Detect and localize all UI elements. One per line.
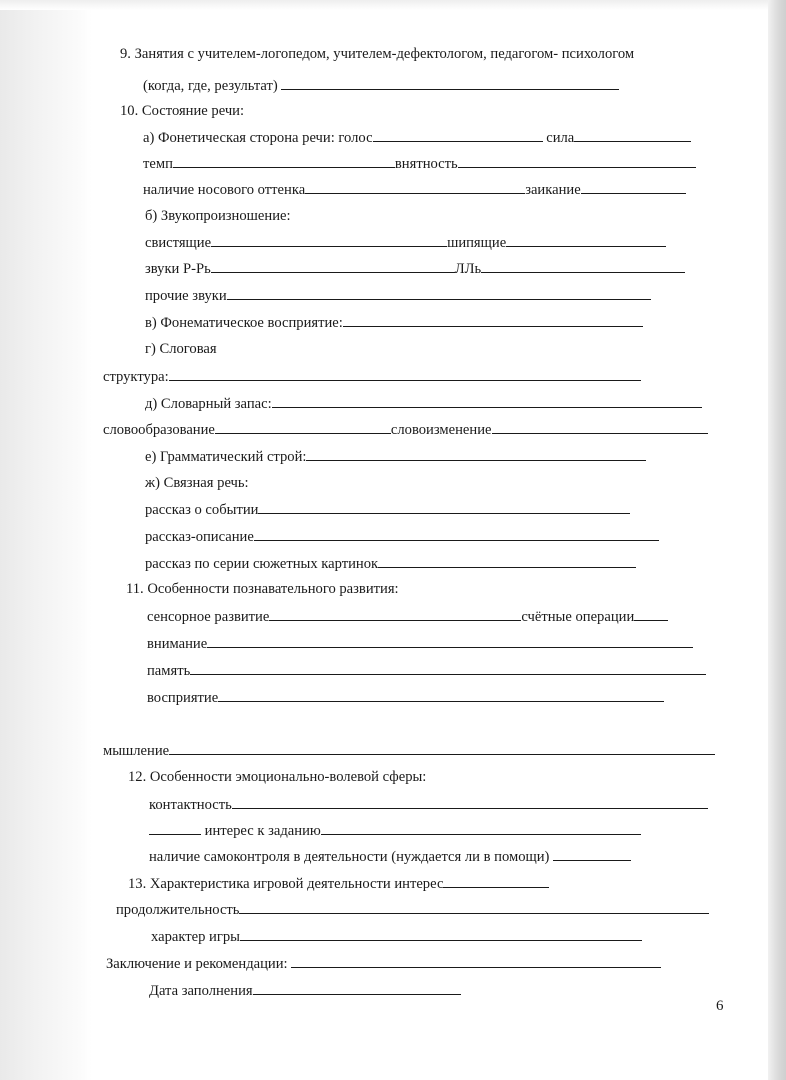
fill-blank[interactable] bbox=[149, 821, 201, 835]
connected-speech-heading bbox=[145, 474, 249, 492]
line-label: темп bbox=[143, 156, 173, 172]
line-label: 9. Занятия с учителем-логопедом, учителем-дефектологом, педагогом- психологом bbox=[120, 46, 635, 62]
line-label: словоизменение bbox=[390, 422, 492, 438]
story-pictures-line bbox=[145, 554, 636, 573]
scan-top-shadow bbox=[0, 0, 786, 10]
line-label: Заключение и рекомендации: bbox=[106, 956, 292, 972]
line-label: (когда, где, результат) bbox=[143, 78, 282, 94]
line-label: 11. Особенности познавательного развития: bbox=[126, 581, 399, 597]
line-label: словообразование bbox=[103, 422, 215, 438]
fill-blank[interactable] bbox=[378, 554, 636, 568]
line-label: б) Звукопроизношение: bbox=[145, 208, 291, 224]
line-label: характер игры bbox=[151, 929, 240, 945]
phonemic-line bbox=[145, 313, 643, 332]
line-label: 12. Особенности эмоционально-волевой сферы: bbox=[128, 769, 427, 785]
line-label: ж) Связная речь: bbox=[145, 475, 249, 491]
fill-blank[interactable] bbox=[492, 420, 708, 434]
syllable-heading bbox=[145, 340, 217, 358]
fill-blank[interactable] bbox=[240, 927, 642, 941]
duration-line bbox=[116, 900, 709, 919]
task-interest-line bbox=[149, 821, 641, 840]
fill-blank[interactable] bbox=[481, 259, 685, 273]
vocabulary-line bbox=[145, 394, 702, 413]
phonetic-line bbox=[143, 128, 691, 147]
line-label: рассказ-описание bbox=[145, 529, 254, 545]
fill-blank[interactable] bbox=[232, 795, 708, 809]
line-label: сила bbox=[542, 130, 575, 146]
fill-blank[interactable] bbox=[321, 821, 641, 835]
fill-blank[interactable] bbox=[215, 420, 391, 434]
item-11-heading bbox=[126, 580, 399, 598]
whistling-line bbox=[145, 233, 666, 252]
fill-blank[interactable] bbox=[373, 128, 543, 142]
page-number: 6 bbox=[716, 998, 724, 1014]
fill-blank[interactable] bbox=[553, 847, 631, 861]
tempo-line bbox=[143, 154, 696, 173]
fill-blank[interactable] bbox=[169, 741, 715, 755]
fill-blank[interactable] bbox=[207, 634, 693, 648]
line-label: рассказ по серии сюжетных картинок bbox=[145, 556, 379, 572]
item-9-details-line bbox=[143, 76, 619, 95]
fill-blank[interactable] bbox=[506, 233, 666, 247]
fill-blank[interactable] bbox=[227, 286, 651, 300]
sound-pronunciation-heading bbox=[145, 207, 291, 225]
line-label: продолжительность bbox=[116, 902, 240, 918]
thinking-line bbox=[103, 741, 715, 760]
fill-blank[interactable] bbox=[269, 607, 521, 621]
line-label: память bbox=[147, 663, 191, 679]
game-character-line bbox=[151, 927, 642, 946]
line-label: счётные операции bbox=[521, 609, 635, 625]
line-label: шипящие bbox=[447, 235, 507, 251]
line-label: ЛЛь bbox=[454, 261, 482, 277]
conclusion-line bbox=[106, 954, 661, 973]
line-label: наличие носового оттенка bbox=[143, 182, 306, 198]
line-label: г) Слоговая bbox=[145, 341, 217, 357]
fill-blank[interactable] bbox=[281, 76, 619, 90]
other-sounds-line bbox=[145, 286, 651, 305]
attention-line bbox=[147, 634, 693, 653]
fill-blank[interactable] bbox=[258, 500, 630, 514]
contact-line bbox=[149, 795, 708, 814]
item-12-heading bbox=[128, 768, 426, 786]
line-label: наличие самоконтроля в деятельности (нуждается ли в помощи) bbox=[149, 849, 554, 865]
line-label: заикание bbox=[525, 182, 581, 198]
line-label: мышление bbox=[103, 743, 170, 759]
memory-line bbox=[147, 661, 706, 680]
line-label: восприятие bbox=[147, 690, 219, 706]
fill-blank[interactable] bbox=[190, 661, 706, 675]
line-label: внятность bbox=[394, 156, 458, 172]
fill-blank[interactable] bbox=[211, 233, 447, 247]
item-13-line bbox=[128, 874, 549, 893]
story-description-line bbox=[145, 527, 659, 546]
nasal-line bbox=[143, 180, 686, 199]
scan-right-edge bbox=[768, 0, 786, 1080]
line-label: 13. Характеристика игровой деятельности интерес bbox=[128, 876, 444, 892]
line-label: контактность bbox=[149, 797, 232, 813]
grammar-line bbox=[145, 447, 646, 466]
item-10-heading bbox=[120, 102, 244, 120]
line-label: звуки Р-Рь bbox=[145, 261, 211, 277]
line-label: Дата заполнения bbox=[149, 983, 253, 999]
line-label: а) Фонетическая сторона речи: голос bbox=[143, 130, 373, 146]
syllable-structure-line bbox=[103, 367, 641, 386]
line-label: е) Грамматический строй: bbox=[145, 449, 307, 465]
fill-date-line bbox=[149, 981, 461, 1000]
line-label: д) Словарный запас: bbox=[145, 396, 272, 412]
fill-blank[interactable] bbox=[291, 954, 661, 968]
line-label: прочие звуки bbox=[145, 288, 227, 304]
fill-blank[interactable] bbox=[458, 154, 696, 168]
fill-blank[interactable] bbox=[218, 688, 664, 702]
story-event-line bbox=[145, 500, 630, 519]
fill-blank[interactable] bbox=[211, 259, 455, 273]
fill-blank[interactable] bbox=[272, 394, 702, 408]
scan-left-shadow bbox=[0, 0, 92, 1080]
fill-blank[interactable] bbox=[173, 154, 395, 168]
line-label: сенсорное развитие bbox=[147, 609, 270, 625]
line-label: интерес к заданию bbox=[201, 823, 321, 839]
line-label: структура: bbox=[103, 369, 169, 385]
fill-blank[interactable] bbox=[581, 180, 686, 194]
sensory-line bbox=[147, 607, 668, 626]
line-label: 10. Состояние речи: bbox=[120, 103, 245, 119]
fill-blank[interactable] bbox=[634, 607, 668, 621]
line-label: рассказ о событии bbox=[145, 502, 259, 518]
line-label: в) Фонематическое восприятие: bbox=[145, 315, 343, 331]
perception-line bbox=[147, 688, 664, 707]
line-label: свистящие bbox=[145, 235, 212, 251]
item-9-line bbox=[120, 45, 634, 63]
fill-blank[interactable] bbox=[239, 900, 709, 914]
fill-blank[interactable] bbox=[169, 367, 641, 381]
sounds-r-line bbox=[145, 259, 685, 278]
fill-blank[interactable] bbox=[443, 874, 549, 888]
self-control-line bbox=[149, 847, 631, 866]
word-formation-line bbox=[103, 420, 708, 439]
fill-blank[interactable] bbox=[574, 128, 691, 142]
fill-blank[interactable] bbox=[254, 527, 659, 541]
line-label: внимание bbox=[147, 636, 208, 652]
fill-blank[interactable] bbox=[343, 313, 643, 327]
fill-blank[interactable] bbox=[306, 447, 646, 461]
fill-blank[interactable] bbox=[253, 981, 461, 995]
fill-blank[interactable] bbox=[305, 180, 525, 194]
